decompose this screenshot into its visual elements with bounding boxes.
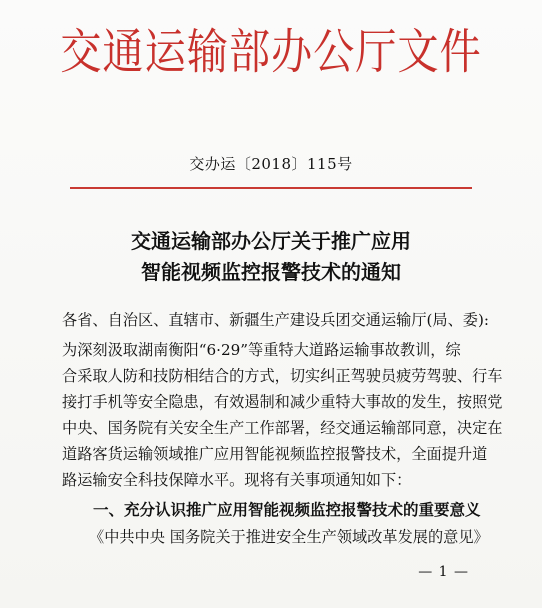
body-paragraph [62, 337, 503, 493]
official-document-header: 交通运输部办公厅文件 [60, 24, 482, 80]
body-line: 接打手机等安全隐患，有效遏制和减少重特大事故的发生，按照党 [62, 393, 503, 411]
notice-title-line-2: 智能视频监控报警技术的通知 [141, 260, 401, 284]
salutation: 各省、自治区、直辖市、新疆生产建设兵团交通运输厅(局、委): [62, 311, 490, 329]
body-line: 合采取人防和技防相结合的方式，切实纠正驾驶员疲劳驾驶、行车 [62, 367, 503, 385]
body-line: 中央、国务院有关安全生产工作部署，经交通运输部同意，决定在 [62, 419, 503, 437]
body-line: 路运输安全科技保障水平。现将有关事项通知如下： [62, 471, 412, 489]
page-number: — 1 — [418, 564, 469, 580]
notice-title-line-1: 交通运输部办公厅关于推广应用 [131, 229, 411, 253]
section-text-line: 《中共中央 国务院关于推进安全生产领域改革发展的意见》 [89, 528, 489, 546]
notice-title [0, 226, 542, 288]
body-line: 道路客货运输领域推广应用智能视频监控报警技术，全面提升道 [62, 445, 488, 463]
body-line: 为深刻汲取湖南衡阳“6·29”等重特大道路运输事故教训，综 [62, 341, 461, 359]
document-number: 交办运〔2018〕115号 [189, 155, 353, 173]
section-heading: 一、充分认识推广应用智能视频监控报警技术的重要意义 [93, 501, 481, 519]
red-separator-line [70, 187, 472, 189]
